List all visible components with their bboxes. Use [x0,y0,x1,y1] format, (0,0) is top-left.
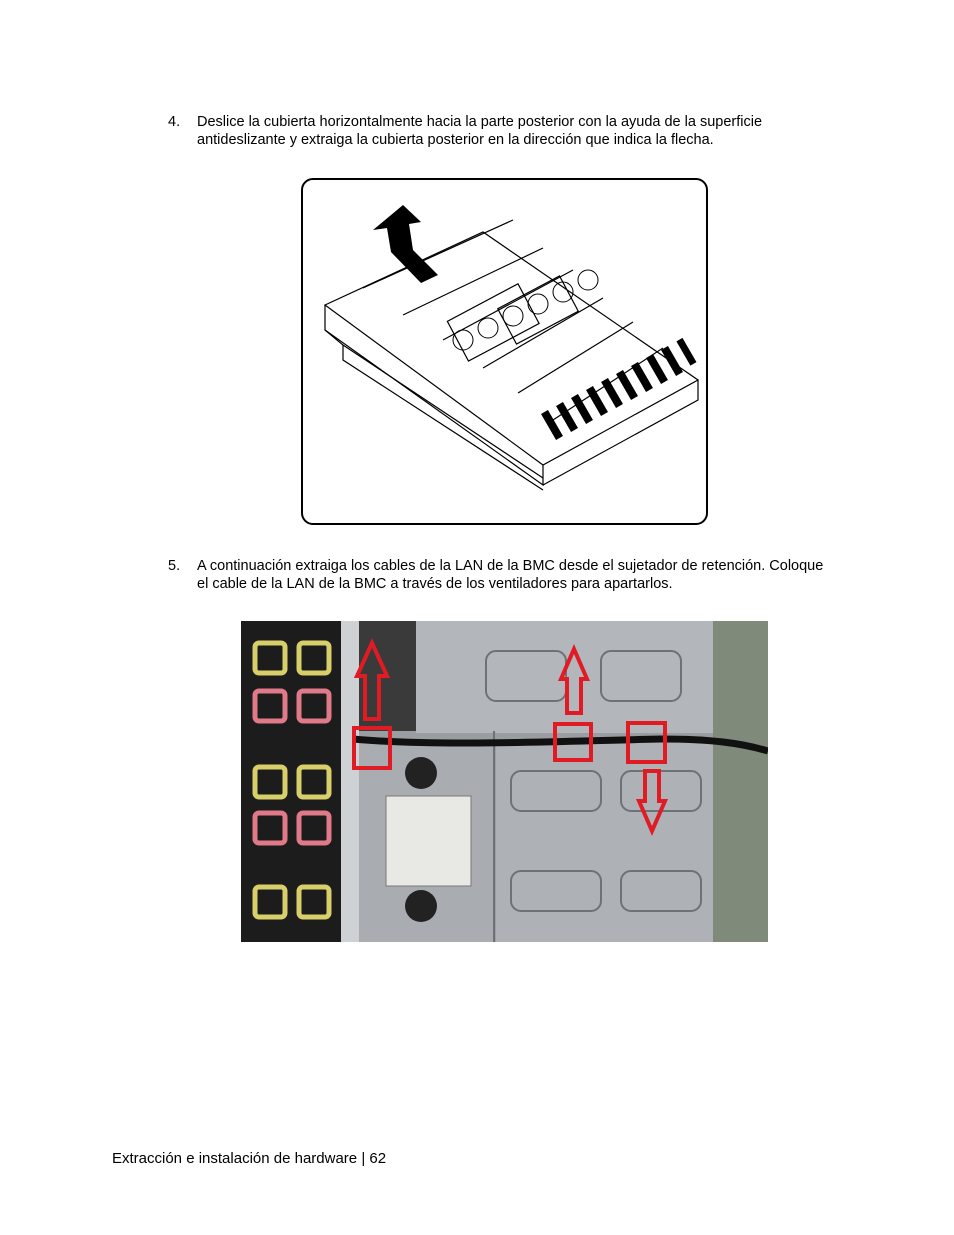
server-line-drawing [303,180,706,523]
chassis-photo-illustration [241,621,768,942]
bmc-lan-cable-photo [241,621,768,942]
step-text: A continuación extraiga los cables de la LAN de la BMC desde el sujetador de retención. Coloque el cable de la LAN de la BMC a través de los ventiladores para apartarlos. [197,558,824,592]
step-number: 4. [168,114,181,130]
footer-section: Extracción e instalación de hardware [112,1150,358,1167]
step-text: Deslice la cubierta horizontalmente hacia la parte posterior con la ayuda de la superficie antideslizante y extraiga la cubierta posterior en la dirección que indica la flecha. [197,114,763,148]
footer-separator: | [361,1150,366,1167]
page-number: 62 [369,1150,387,1167]
page-footer [112,1150,386,1167]
server-cover-illustration [301,178,708,525]
step-number: 5. [168,558,181,574]
